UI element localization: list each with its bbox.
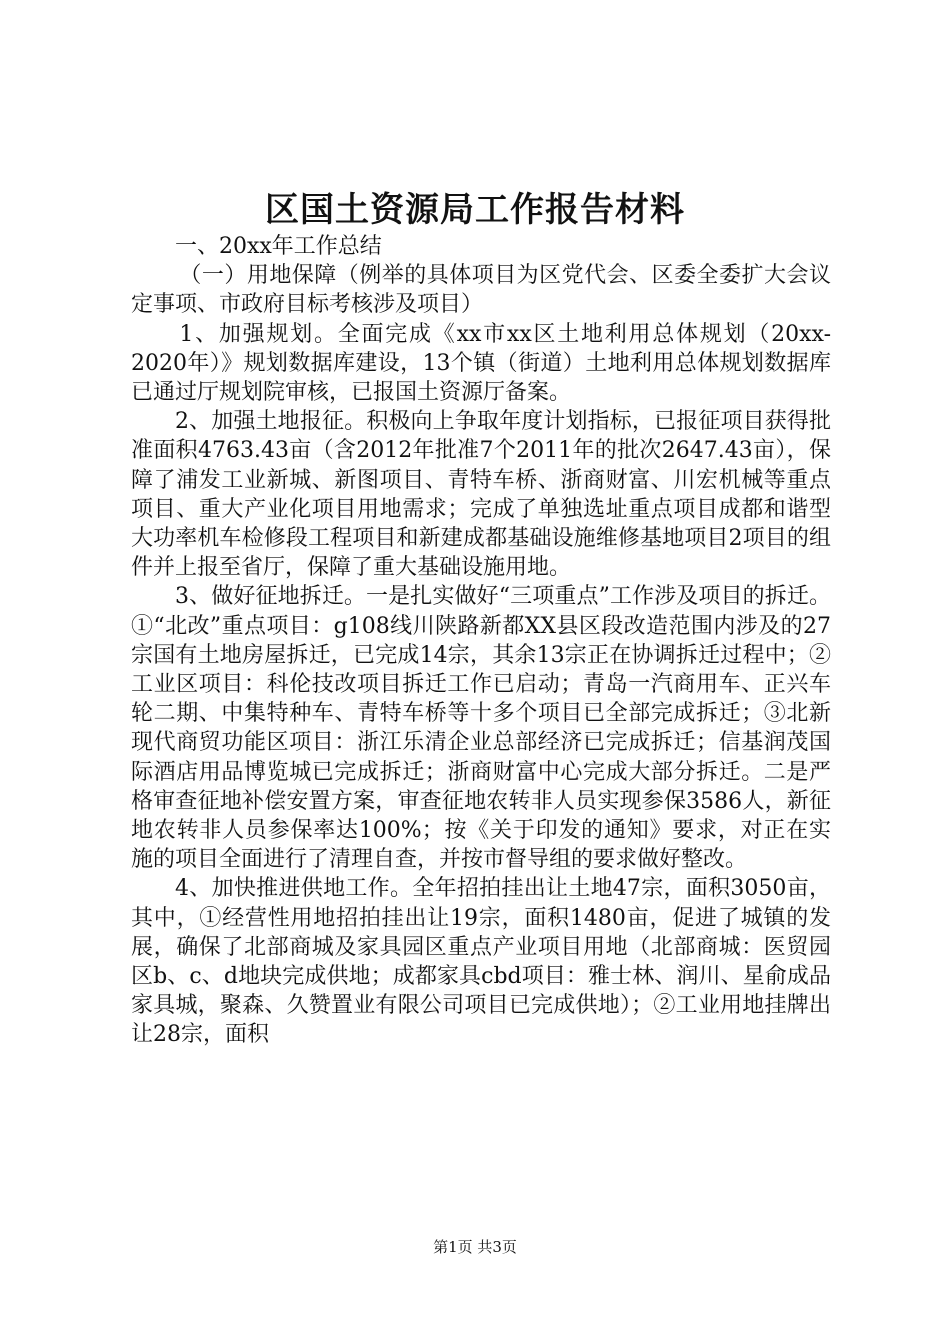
paragraph-land-supply: 4、加快推进供地工作。全年招拍挂出让土地47宗，面积3050亩，其中，①经营性用地招拍挂出让19宗，面积1480亩，促进了城镇的发展，确保了北部商城及家具园区重点产业项目用地（北部商城：医贸园区b、c、d地块完成供地；成都家具cbd项目：雅士林、润川、星俞成品家具城，聚森、久赞置业有限公司项目已完成供地）；②工业用地挂牌出让28宗，面积 <box>131 876 831 1048</box>
paragraph-planning: 1、加强规划。全面完成《xx市xx区土地利用总体规划（20xx-2020年）》规划数据库建设，13个镇（街道）土地利用总体规划数据库已通过厅规划院审核，已报国土资源厅备案。 <box>131 321 831 406</box>
section-heading: 一、20xx年工作总结 <box>175 234 382 259</box>
document-title: 区国土资源局工作报告材料 <box>265 190 685 230</box>
subsection-heading: （一）用地保障（例举的具体项目为区党代会、区委全委扩大会议定事项、市政府目标考核涉及项目） <box>131 263 831 318</box>
paragraph-demolition: 3、做好征地拆迁。一是扎实做好“三项重点”工作涉及项目的拆迁。①“北改”重点项目：g108线川陕路新都XX县区段改造范围内涉及的27宗国有土地房屋拆迁，已完成14宗，其余13宗正在协调拆迁过程中；②工业区项目：科伦技改项目拆迁工作已启动；青岛一汽商用车、正兴车轮二期、中集特种车、青特车桥等十多个项目已全部完成拆迁；③北新现代商贸功能区项目：浙江乐清企业总部经济已完成拆迁；信基润茂国际酒店用品博览城已完成拆迁；浙商财富中心完成大部分拆迁。二是严格审查征地补偿安置方案，审查征地农转非人员实现参保3586人，新征地农转非人员参保率达100%；按《关于印发的通知》要求，对正在实施的项目全面进行了清理自查，并按市督导组的要求做好整改。 <box>131 584 831 873</box>
paragraph-land-requisition: 2、加强土地报征。积极向上争取年度计划指标，已报征项目获得批准面积4763.43亩（含2012年批准7个2011年的批次2647.43亩），保障了浦发工业新城、新图项目、青特车桥、浙商财富、川宏机械等重点项目、重大产业化项目用地需求；完成了单独选址重点项目成都和谐型大功率机车检修段工程项目和新建成都基础设施维修基地项目2项目的组件并上报至省厅，保障了重大基础设施用地。 <box>131 409 831 581</box>
document-body <box>131 232 831 1050</box>
page-number: 第1页 共3页 <box>433 1238 517 1256</box>
